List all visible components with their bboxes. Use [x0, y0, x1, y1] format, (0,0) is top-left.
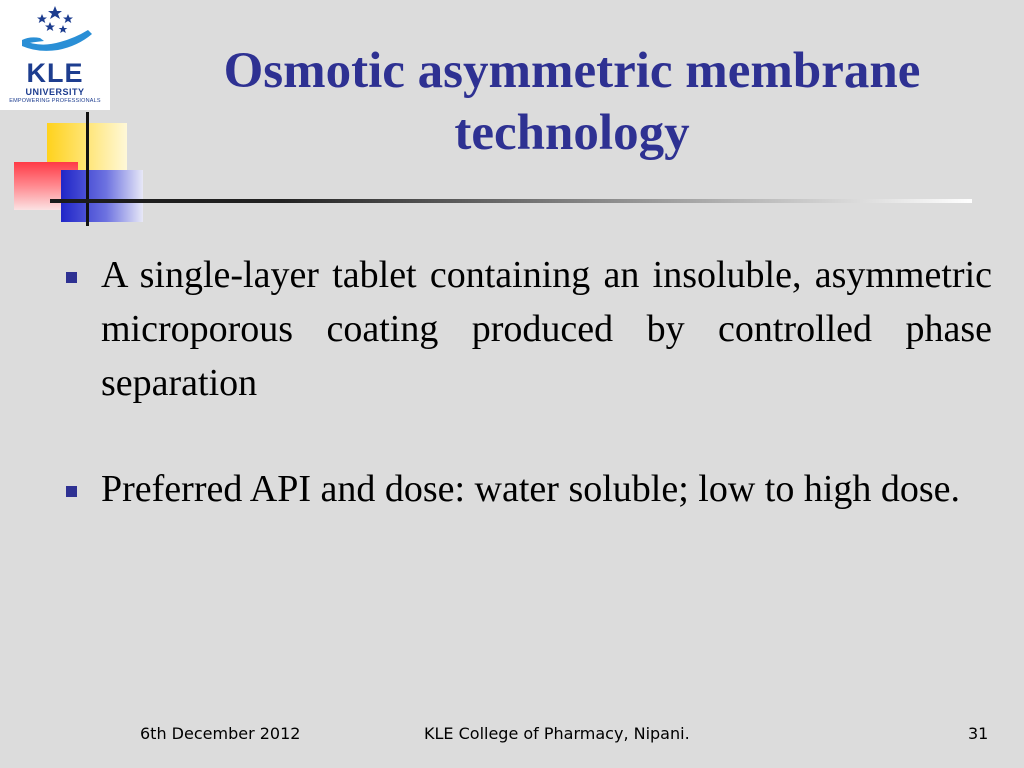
- footer-institution: KLE College of Pharmacy, Nipani.: [424, 724, 690, 743]
- footer-date: 6th December 2012: [140, 724, 301, 743]
- bullet-item: [60, 248, 992, 410]
- logo-name: KLE: [26, 58, 84, 88]
- hand-stars-icon: [0, 0, 110, 60]
- bullet-text: Preferred API and dose: water soluble; low to high dose.: [101, 468, 961, 510]
- slide-number: 31: [968, 724, 989, 743]
- slide-title: Osmotic asymmetric membrane technology: [223, 43, 921, 161]
- square-bullet-icon: [66, 486, 77, 497]
- bullet-text: A single-layer tablet containing an insoluble, asymmetric microporous coating produced by controlled phase separation: [101, 254, 992, 404]
- bullet-item: [60, 462, 992, 516]
- title-underline: [50, 199, 972, 203]
- decor-blue-square: [61, 170, 143, 222]
- decor-vertical-line: [86, 112, 89, 226]
- square-bullet-icon: [66, 272, 77, 283]
- bullet-list: [60, 248, 992, 516]
- logo-tagline: EMPOWERING PROFESSIONALS: [9, 98, 101, 104]
- logo-subtitle: UNIVERSITY: [25, 87, 85, 97]
- kle-university-logo: [0, 0, 110, 110]
